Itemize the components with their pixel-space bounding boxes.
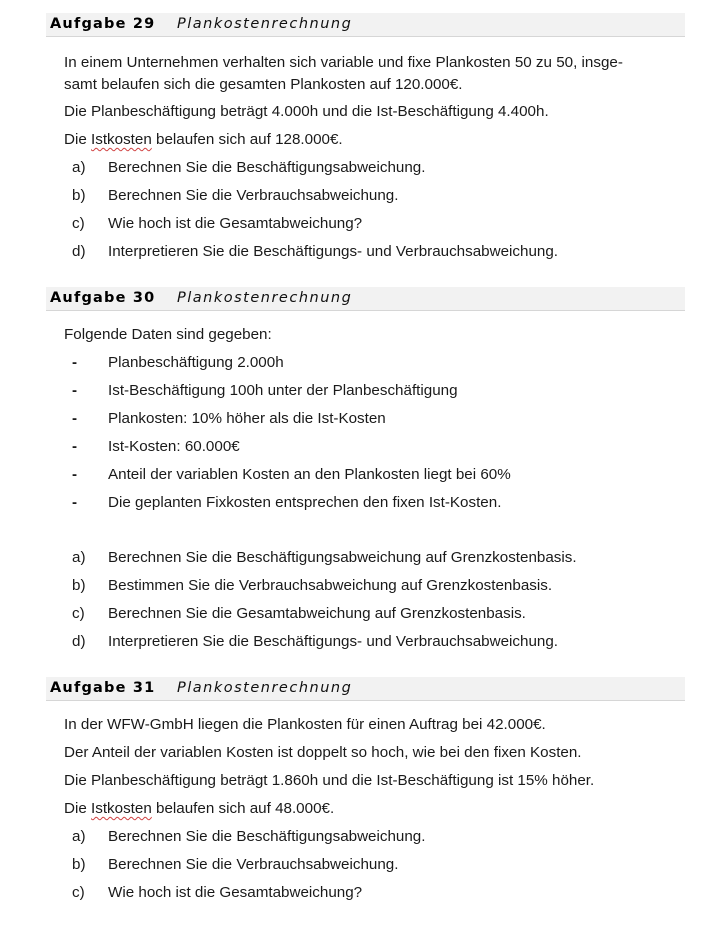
task-31-question-c bbox=[72, 882, 362, 904]
task-31-intro-line-1: In der WFW-GmbH liegen die Plankosten für einen Auftrag bei 42.000€. bbox=[64, 716, 546, 733]
task-30-question-b bbox=[72, 575, 552, 597]
question-text: Berechnen Sie die Gesamtabweichung auf Grenzkostenbasis. bbox=[108, 605, 526, 622]
bullet-text: Die geplanten Fixkosten entsprechen den fixen Ist-Kosten. bbox=[108, 494, 502, 511]
task-30-bullet-2 bbox=[72, 380, 458, 402]
question-letter: c) bbox=[72, 215, 85, 232]
task-29-istkosten-line bbox=[64, 129, 343, 151]
task-29-question-a bbox=[72, 157, 425, 179]
task-29-question-d bbox=[72, 241, 558, 263]
task-31-intro-line-2: Der Anteil der variablen Kosten ist doppelt so hoch, wie bei den fixen Kosten. bbox=[64, 744, 582, 761]
task-number: Aufgabe 30 bbox=[50, 290, 156, 306]
question-text: Berechnen Sie die Beschäftigungsabweichung auf Grenzkostenbasis. bbox=[108, 549, 577, 566]
question-letter: a) bbox=[72, 159, 86, 176]
question-letter: b) bbox=[72, 856, 86, 873]
istkosten-suffix: belaufen sich auf 48.000€. bbox=[151, 800, 335, 817]
bullet-dash: - bbox=[72, 494, 78, 511]
task-topic: Plankostenrechnung bbox=[177, 290, 353, 306]
task-29-intro-line-2: samt belaufen sich die gesamten Plankosten auf 120.000€. bbox=[64, 76, 463, 93]
istkosten-misspelled-word[interactable]: Istkosten bbox=[91, 800, 152, 817]
question-text: Berechnen Sie die Beschäftigungsabweichung. bbox=[108, 159, 426, 176]
task-30-intro-line-1: Folgende Daten sind gegeben: bbox=[64, 326, 272, 343]
task-30-bullet-6 bbox=[72, 492, 501, 514]
bullet-text: Ist-Beschäftigung 100h unter der Planbeschäftigung bbox=[108, 382, 458, 399]
question-letter: b) bbox=[72, 577, 86, 594]
bullet-dash: - bbox=[72, 382, 78, 399]
task-topic: Plankostenrechnung bbox=[177, 16, 353, 32]
task-31-intro-line-3: Die Planbeschäftigung beträgt 1.860h und die Ist-Beschäftigung ist 15% höher. bbox=[64, 772, 595, 789]
bullet-dash: - bbox=[72, 438, 78, 455]
question-letter: c) bbox=[72, 605, 85, 622]
question-text: Bestimmen Sie die Verbrauchsabweichung auf Grenzkostenbasis. bbox=[108, 577, 553, 594]
istkosten-prefix: Die bbox=[64, 131, 92, 148]
task-30-bullet-3 bbox=[72, 408, 386, 430]
task-29-intro-line-1: In einem Unternehmen verhalten sich variable und fixe Plankosten 50 zu 50, insge- bbox=[64, 54, 623, 71]
task-30-bullet-4 bbox=[72, 436, 240, 458]
istkosten-suffix: belaufen sich auf 128.000€. bbox=[151, 131, 343, 148]
question-letter: d) bbox=[72, 633, 86, 650]
task-30-question-d bbox=[72, 631, 558, 653]
task-31-question-a bbox=[72, 826, 425, 848]
task-29-question-c bbox=[72, 213, 362, 235]
bullet-text: Planbeschäftigung 2.000h bbox=[108, 354, 284, 371]
question-letter: d) bbox=[72, 243, 86, 260]
question-letter: b) bbox=[72, 187, 86, 204]
bullet-dash: - bbox=[72, 410, 78, 427]
task-29-heading bbox=[46, 13, 685, 37]
question-letter: a) bbox=[72, 549, 86, 566]
question-text: Berechnen Sie die Verbrauchsabweichung. bbox=[108, 187, 399, 204]
bullet-text: Plankosten: 10% höher als die Ist-Kosten bbox=[108, 410, 386, 427]
task-29-question-b bbox=[72, 185, 398, 207]
task-30-heading bbox=[46, 287, 685, 311]
bullet-dash: - bbox=[72, 354, 78, 371]
istkosten-misspelled-word[interactable]: Istkosten bbox=[91, 131, 152, 148]
question-text: Interpretieren Sie die Beschäftigungs- und Verbrauchsabweichung. bbox=[108, 633, 559, 650]
task-29-intro-line-3: Die Planbeschäftigung beträgt 4.000h und die Ist-Beschäftigung 4.400h. bbox=[64, 103, 549, 120]
istkosten-prefix: Die bbox=[64, 800, 92, 817]
question-letter: c) bbox=[72, 884, 85, 901]
bullet-dash: - bbox=[72, 466, 78, 483]
task-31-heading bbox=[46, 677, 685, 701]
task-30-bullet-5 bbox=[72, 464, 511, 486]
question-letter: a) bbox=[72, 828, 86, 845]
task-number: Aufgabe 29 bbox=[50, 16, 156, 32]
task-number: Aufgabe 31 bbox=[50, 680, 156, 696]
task-topic: Plankostenrechnung bbox=[177, 680, 353, 696]
task-30-question-c bbox=[72, 603, 526, 625]
question-text: Berechnen Sie die Beschäftigungsabweichung. bbox=[108, 828, 426, 845]
task-30-bullet-1 bbox=[72, 352, 284, 374]
task-31-istkosten-line bbox=[64, 798, 334, 820]
question-text: Interpretieren Sie die Beschäftigungs- und Verbrauchsabweichung. bbox=[108, 243, 559, 260]
question-text: Wie hoch ist die Gesamtabweichung? bbox=[108, 884, 363, 901]
bullet-text: Ist-Kosten: 60.000€ bbox=[108, 438, 240, 455]
task-31-question-b bbox=[72, 854, 398, 876]
task-30-question-a bbox=[72, 547, 577, 569]
question-text: Wie hoch ist die Gesamtabweichung? bbox=[108, 215, 363, 232]
question-text: Berechnen Sie die Verbrauchsabweichung. bbox=[108, 856, 399, 873]
bullet-text: Anteil der variablen Kosten an den Plankosten liegt bei 60% bbox=[108, 466, 511, 483]
